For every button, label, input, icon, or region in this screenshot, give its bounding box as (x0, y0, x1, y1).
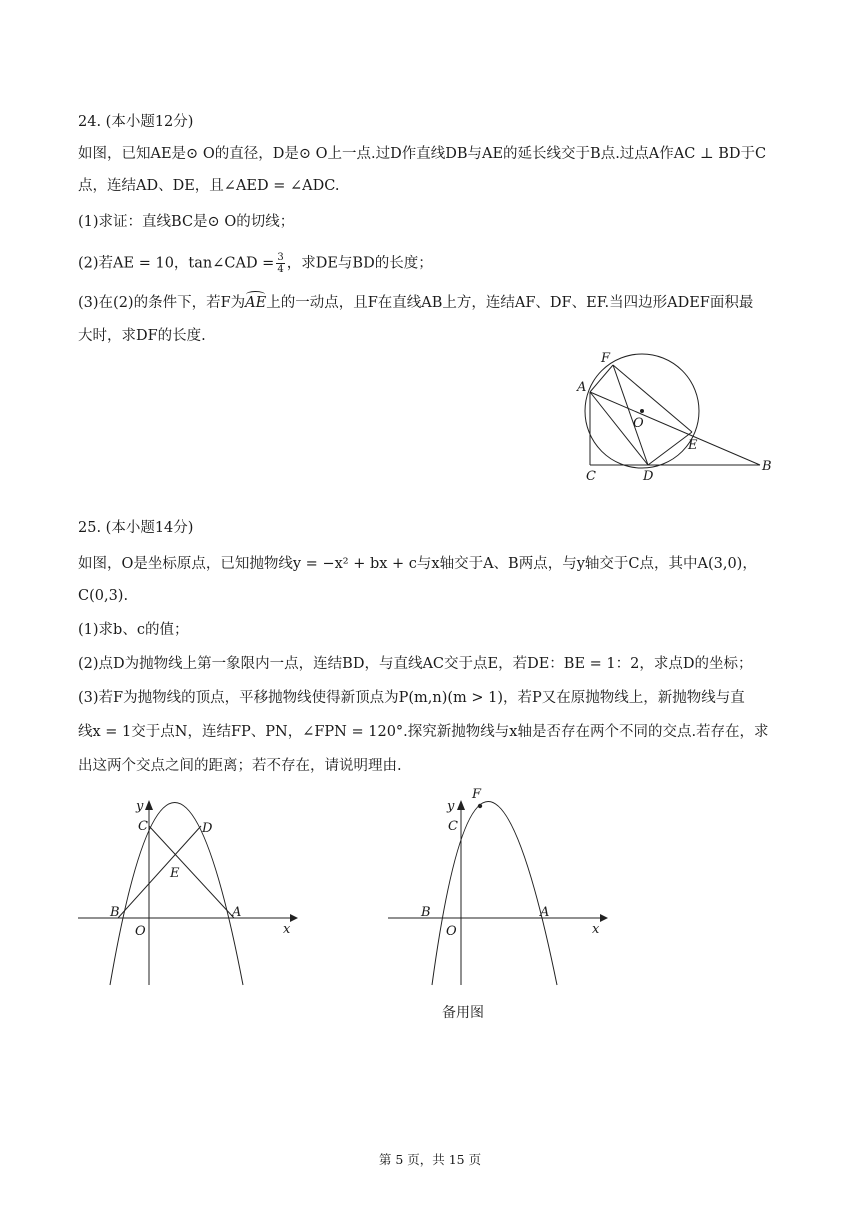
label-b: B (762, 459, 772, 474)
line-ab (590, 392, 760, 465)
label-b: B (421, 905, 431, 920)
q25-part3-line1: (3)若F为抛物线的顶点，平移抛物线使得新顶点为P(m,n)(m > 1)，若P又在原抛物线上，新抛物线与直 (78, 690, 745, 706)
q24-part3-text-b: 上的一动点，且F在直线AB上方，连结AF、DF、EF.当四边形ADEF面积最 (266, 295, 754, 311)
page-footer: 第 5 页，共 15 页 (378, 1152, 482, 1167)
label-f: F (472, 787, 482, 802)
label-b: B (110, 905, 120, 920)
label-e: E (688, 438, 698, 453)
q24-part2-text-b: ，求DE与BD的长度； (286, 255, 433, 272)
q24-part2-fraction (276, 252, 284, 275)
q25-figure-main (70, 790, 300, 990)
q24-part3-text-a: (3)在(2)的条件下，若F为 (78, 295, 246, 311)
q24-part2 (78, 252, 433, 275)
vertex-dot (478, 804, 482, 808)
label-f: F (601, 351, 611, 366)
y-axis-arrow (145, 800, 153, 810)
label-e: E (170, 866, 180, 881)
q25-part1: (1)求b、c的值； (78, 622, 189, 638)
arc-ae: AE (245, 295, 267, 311)
segment-ca (149, 826, 234, 918)
x-axis-arrow (290, 914, 298, 922)
x-axis-arrow (600, 914, 608, 922)
label-o: O (135, 924, 146, 939)
label-d: D (643, 469, 654, 484)
backup-figure-caption: 备用图 (442, 1005, 484, 1021)
q24-figure (560, 345, 790, 490)
parabola-curve (110, 803, 243, 986)
label-x: x (283, 922, 291, 937)
label-y: y (447, 799, 455, 814)
q24-header: 24. (本小题12分) (78, 114, 194, 130)
label-c: C (448, 819, 458, 834)
segment-bd (118, 826, 201, 918)
label-c: C (586, 469, 596, 484)
q24-part3-line2: 大时，求DF的长度. (78, 328, 206, 344)
label-a: A (232, 905, 242, 920)
q25-part2: (2)点D为抛物线上第一象限内一点，连结BD，与直线AC交于点E，若DE：BE = 1：2，求点D的坐标； (78, 656, 753, 672)
q24-part2-text-a: (2)若AE = 10，tan∠CAD = (78, 255, 275, 272)
q25-intro-line1: 如图，O是坐标原点，已知抛物线y = −x² + bx + c与x轴交于A、B两点，与y轴交于C点，其中A(3,0)， (78, 556, 757, 572)
q25-intro-line2: C(0,3). (78, 588, 129, 604)
label-a: A (540, 905, 550, 920)
label-d: D (202, 821, 213, 836)
q24-part3-line1 (78, 293, 753, 313)
fraction-denominator: 4 (277, 264, 284, 275)
segment-af (590, 365, 613, 392)
y-axis-arrow (457, 800, 465, 810)
label-o: O (633, 416, 644, 431)
q25-part3-line3: 出这两个交点之间的距离；若不存在，请说明理由. (78, 758, 402, 774)
q25-header: 25. (本小题14分) (78, 520, 194, 536)
q25-figure-backup (380, 785, 610, 990)
fraction-numerator: 3 (277, 252, 284, 263)
label-c: C (138, 819, 148, 834)
label-x: x (592, 922, 600, 937)
q24-part1: (1)求证：直线BC是⊙ O的切线； (78, 214, 295, 230)
q25-part3-line2: 线x = 1交于点N，连结FP、PN，∠FPN = 120°.探究新抛物线与x轴是否存在两个不同的交点.若存在，求 (78, 724, 769, 740)
label-o: O (446, 924, 457, 939)
label-y: y (136, 799, 144, 814)
q24-intro-line1: 如图，已知AE是⊙ O的直径，D是⊙ O上一点.过D作直线DB与AE的延长线交于B点.过点A作AC ⊥ BD于C (78, 146, 767, 162)
center-dot (640, 409, 644, 413)
q24-intro-line2: 点，连结AD、DE，且∠AED = ∠ADC. (78, 178, 340, 194)
label-a: A (577, 380, 587, 395)
